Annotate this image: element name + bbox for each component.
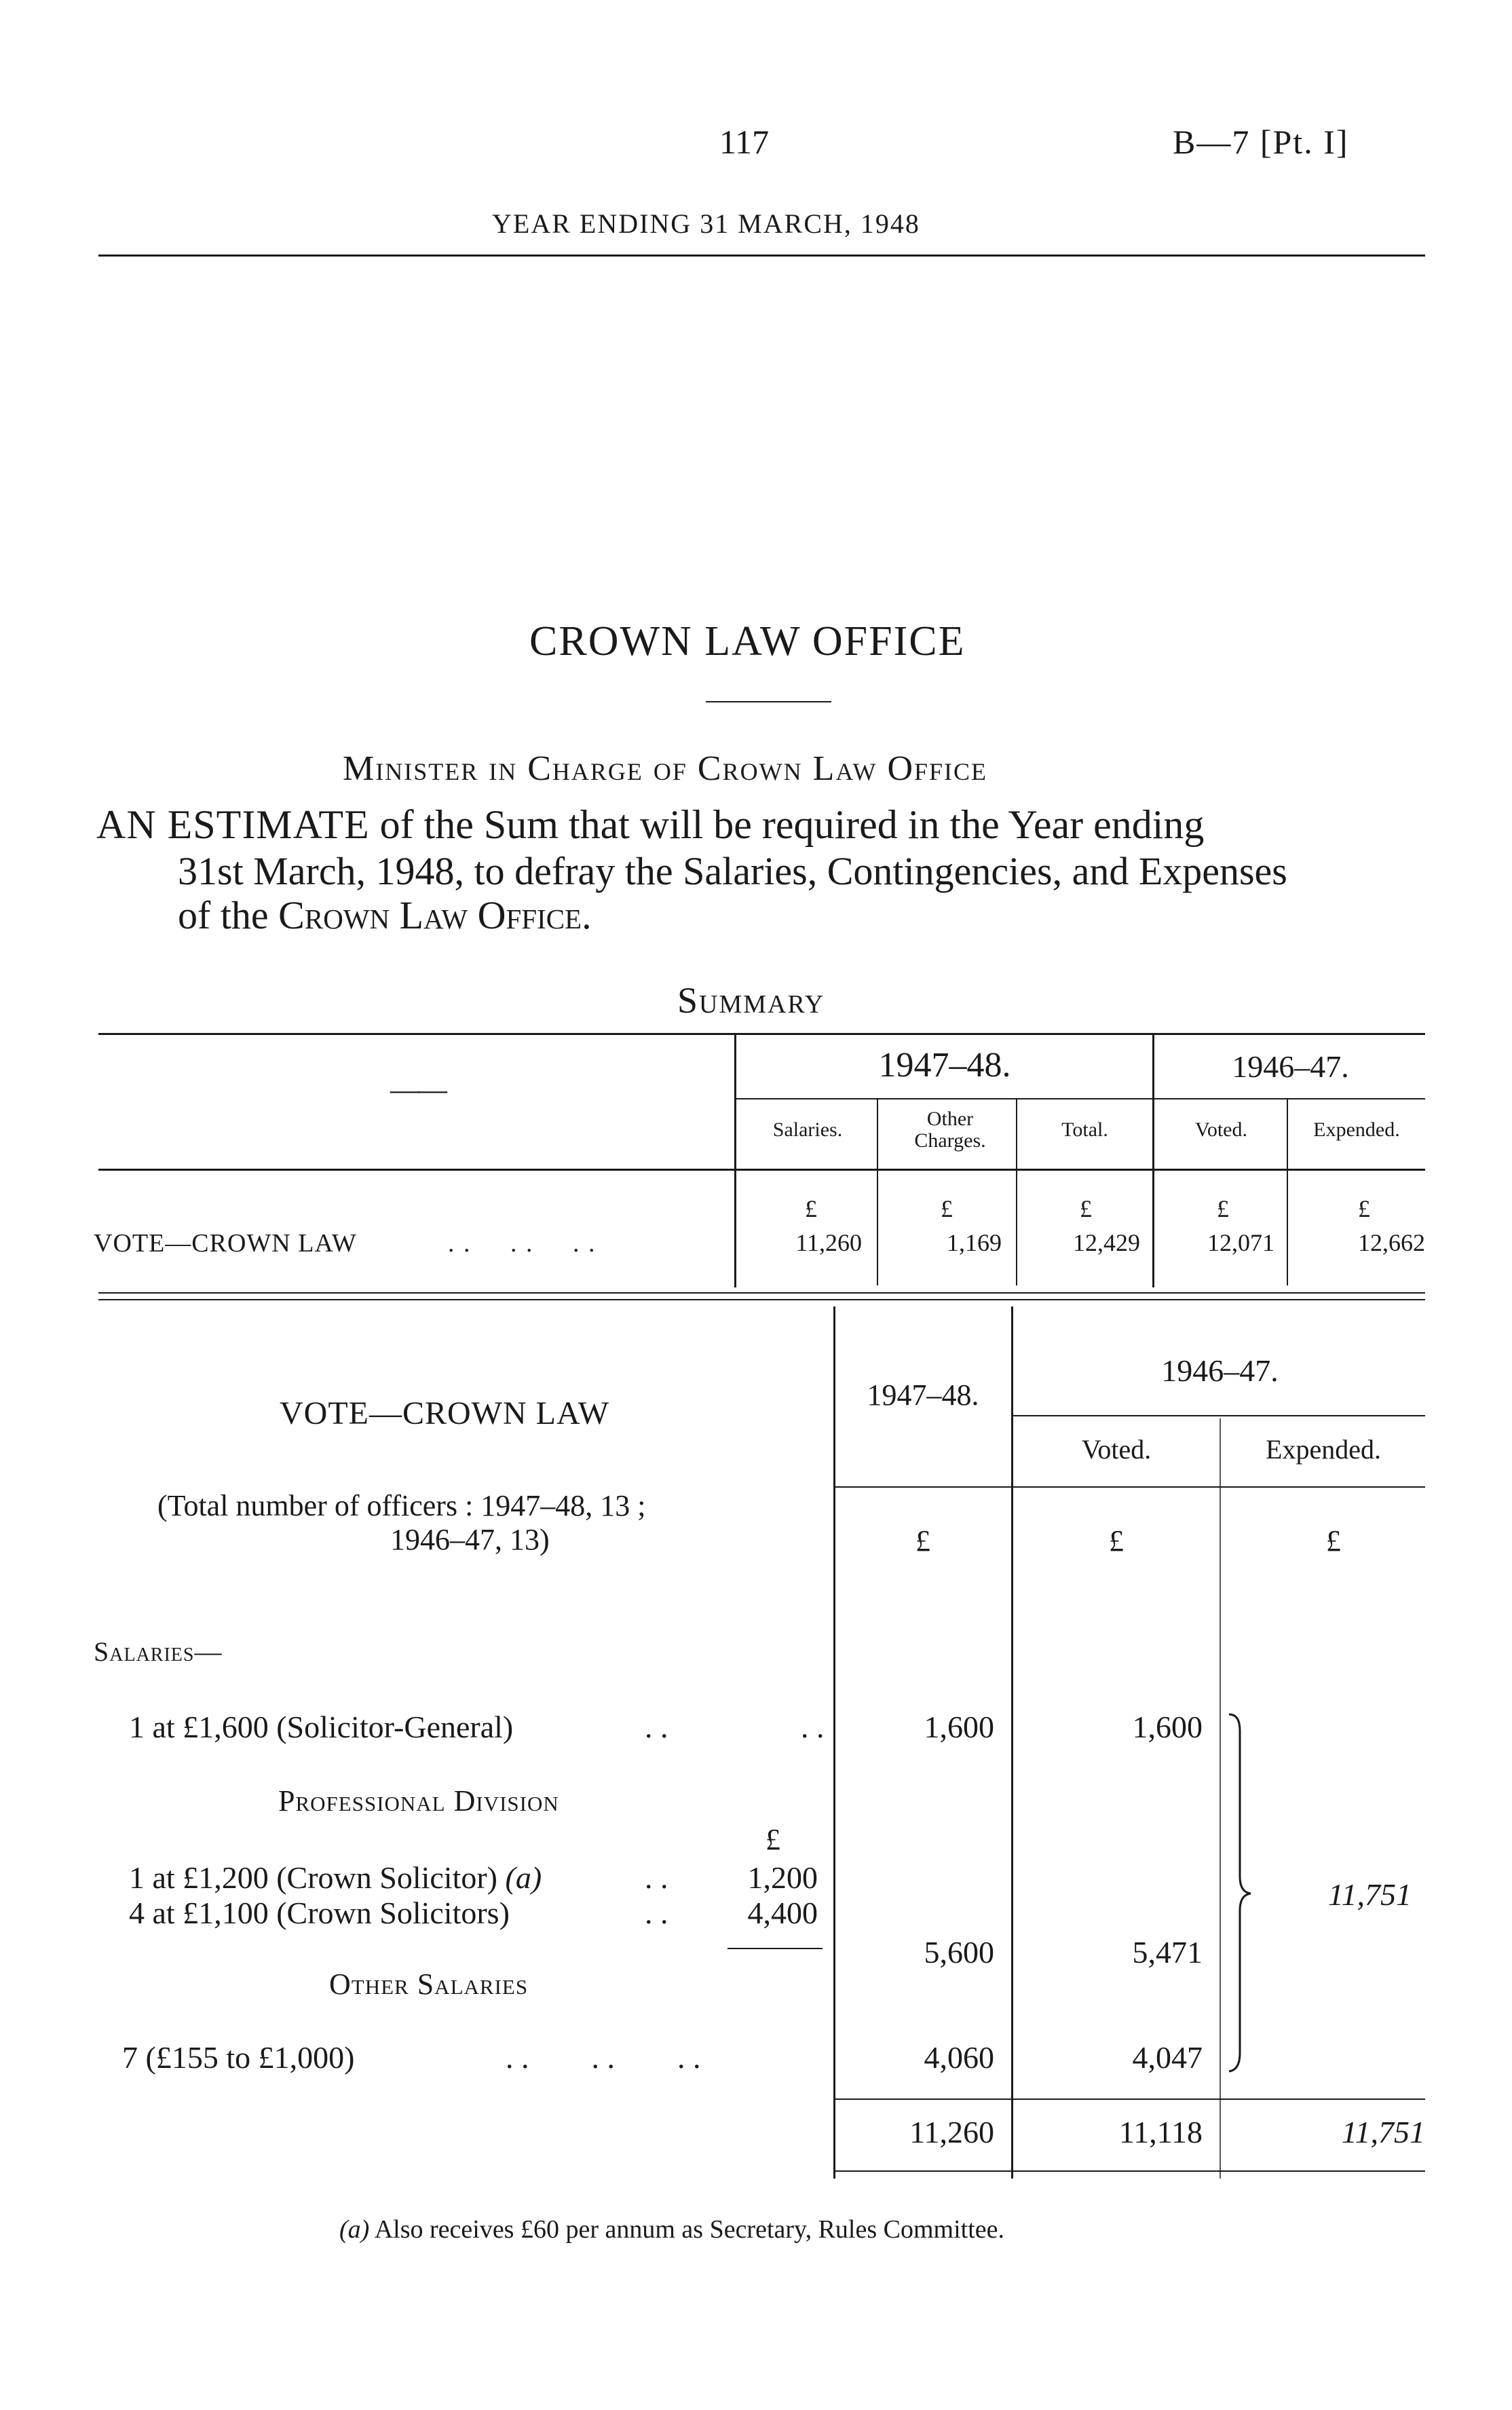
footnote-marker: (a) [339, 2215, 370, 2244]
summary-value-other: 1,169 [947, 1229, 1002, 1256]
office-title: CROWN LAW OFFICE [529, 618, 966, 664]
summary-value-salaries: 11,260 [795, 1229, 862, 1256]
row-crown-solicitor-leaders: . . [645, 1860, 668, 1895]
summary-value-voted: 12,071 [1207, 1229, 1274, 1256]
summary-currency-expended: £ [1358, 1195, 1370, 1222]
detail-divider-voted-expended [1220, 1418, 1221, 2179]
summary-top-rule [98, 1033, 1425, 1035]
summary-row-label: VOTE—CROWN LAW [94, 1229, 357, 1258]
estimate-line-2: 31st March, 1948, to defray the Salaries, Contingencies, and Expenses [178, 849, 1287, 893]
summary-bottom-rule-1 [98, 1292, 1425, 1294]
professional-voted: 5,471 [1132, 1935, 1203, 1970]
document-reference: B—7 [Pt. I] [1173, 123, 1349, 161]
summary-col-salaries: Salaries. [772, 1118, 843, 1141]
detail-col-expended: Expended. [1266, 1434, 1381, 1465]
total-voted: 11,118 [1118, 2115, 1203, 2149]
summary-body-divider-1 [877, 1170, 878, 1285]
summary-divider-main [734, 1033, 736, 1287]
row-crown-solicitors-label: 4 at £1,100 (Crown Solicitors) [129, 1896, 510, 1930]
summary-group-rule-2 [1154, 1098, 1425, 1099]
row-solicitor-general-voted: 1,600 [1132, 1710, 1203, 1744]
expended-bracket [1225, 1710, 1266, 2077]
summary-value-total: 12,429 [1073, 1229, 1140, 1256]
summary-col-expended: Expended. [1313, 1118, 1400, 1141]
detail-currency-expended: £ [1326, 1524, 1341, 1558]
detail-officers-line-2: 1946–47, 13) [390, 1523, 550, 1556]
detail-currency-1947: £ [915, 1524, 930, 1558]
professional-currency: £ [766, 1823, 780, 1856]
summary-body-divider-4 [1287, 1170, 1288, 1285]
row-crown-solicitor-text: 1 at £1,200 (Crown Solicitor) [129, 1860, 506, 1895]
detail-vote-title: VOTE—CROWN LAW [280, 1395, 610, 1431]
detail-currency-voted: £ [1109, 1524, 1124, 1558]
professional-total-1947: 5,600 [924, 1935, 994, 1970]
summary-bottom-rule-2 [98, 1299, 1425, 1300]
running-title: YEAR ENDING 31 MARCH, 1948 [492, 208, 920, 239]
footnote-text: Also receives £60 per annum as Secretary, Rules Committee. [369, 2215, 1004, 2244]
estimate-lead: AN ESTIMATE [96, 802, 370, 847]
row-solicitor-general-1947: 1,600 [924, 1710, 994, 1744]
row-other-label: 7 (£155 to £1,000) [122, 2040, 355, 2075]
detail-col-1946: 1946–47. [1161, 1353, 1279, 1388]
summary-row-leaders: . . . . . . [448, 1229, 597, 1258]
title-rule [706, 701, 831, 702]
footnote [339, 2215, 1004, 2244]
detail-header-rule [835, 1486, 1425, 1488]
summary-group-rule-1 [736, 1098, 1152, 1099]
detail-col-1947: 1947–48. [867, 1378, 979, 1412]
row-crown-solicitor-label [129, 1860, 542, 1896]
row-other-voted: 4,047 [1132, 2040, 1203, 2075]
bracket-expended-value: 11,751 [1327, 1877, 1412, 1912]
summary-value-expended: 12,662 [1358, 1229, 1425, 1256]
salaries-heading: Salaries— [94, 1636, 223, 1667]
totals-top-rule [835, 2098, 1425, 2100]
estimate-line-3-office: Crown Law Office. [278, 893, 592, 937]
summary-col-divider-1 [877, 1098, 878, 1169]
estimate-text-1: of the Sum that will be required in the Year ending [379, 802, 1205, 847]
row-crown-solicitors-leaders: . . [645, 1896, 668, 1930]
page-number: 117 [719, 123, 770, 161]
summary-group-1947: 1947–48. [878, 1046, 1011, 1085]
summary-col-voted: Voted. [1195, 1118, 1247, 1141]
row-other-leaders: . . . . . . [506, 2040, 701, 2075]
row-other-1947: 4,060 [924, 2040, 994, 2075]
row-solicitor-general-leaders: . . . . [645, 1710, 825, 1744]
professional-division-heading: Professional Division [278, 1784, 559, 1818]
other-salaries-heading: Other Salaries [329, 1967, 529, 2001]
row-solicitor-general-label: 1 at £1,600 (Solicitor-General) [129, 1710, 514, 1744]
summary-group-1946: 1946–47. [1232, 1049, 1349, 1084]
total-expended: 11,751 [1341, 2115, 1425, 2149]
professional-subtotal-rule [727, 1948, 823, 1949]
row-crown-solicitor-amount: 1,200 [747, 1860, 818, 1895]
summary-col-other-charges: Other Charges. [914, 1108, 986, 1152]
detail-col-voted: Voted. [1081, 1434, 1152, 1465]
summary-currency-other: £ [941, 1195, 953, 1222]
detail-divider-main [833, 1306, 835, 2179]
detail-officers-line-1: (Total number of officers : 1947–48, 13 ; [157, 1489, 646, 1522]
summary-stub-dash: —— [390, 1073, 445, 1106]
row-crown-solicitors-amount: 4,400 [747, 1896, 818, 1930]
estimate-line-1 [96, 802, 1430, 848]
summary-header-rule [98, 1169, 1425, 1171]
detail-group-rule [1013, 1415, 1425, 1416]
detail-divider-years [1011, 1306, 1013, 2179]
summary-col-total: Total. [1061, 1118, 1108, 1141]
summary-currency-salaries: £ [805, 1195, 817, 1222]
summary-currency-voted: £ [1217, 1195, 1229, 1222]
summary-currency-total: £ [1080, 1195, 1092, 1222]
estimate-line-3-prefix: of the [178, 893, 269, 937]
totals-bottom-rule [835, 2170, 1425, 2172]
minister-heading: Minister in Charge of Crown Law Office [343, 749, 988, 788]
row-crown-solicitor-note: (a) [505, 1860, 542, 1895]
total-1947: 11,260 [909, 2115, 994, 2149]
estimate-line-3 [178, 892, 592, 938]
summary-body-divider-2 [1016, 1170, 1017, 1285]
header-rule [98, 255, 1425, 257]
summary-heading: Summary [677, 980, 825, 1021]
